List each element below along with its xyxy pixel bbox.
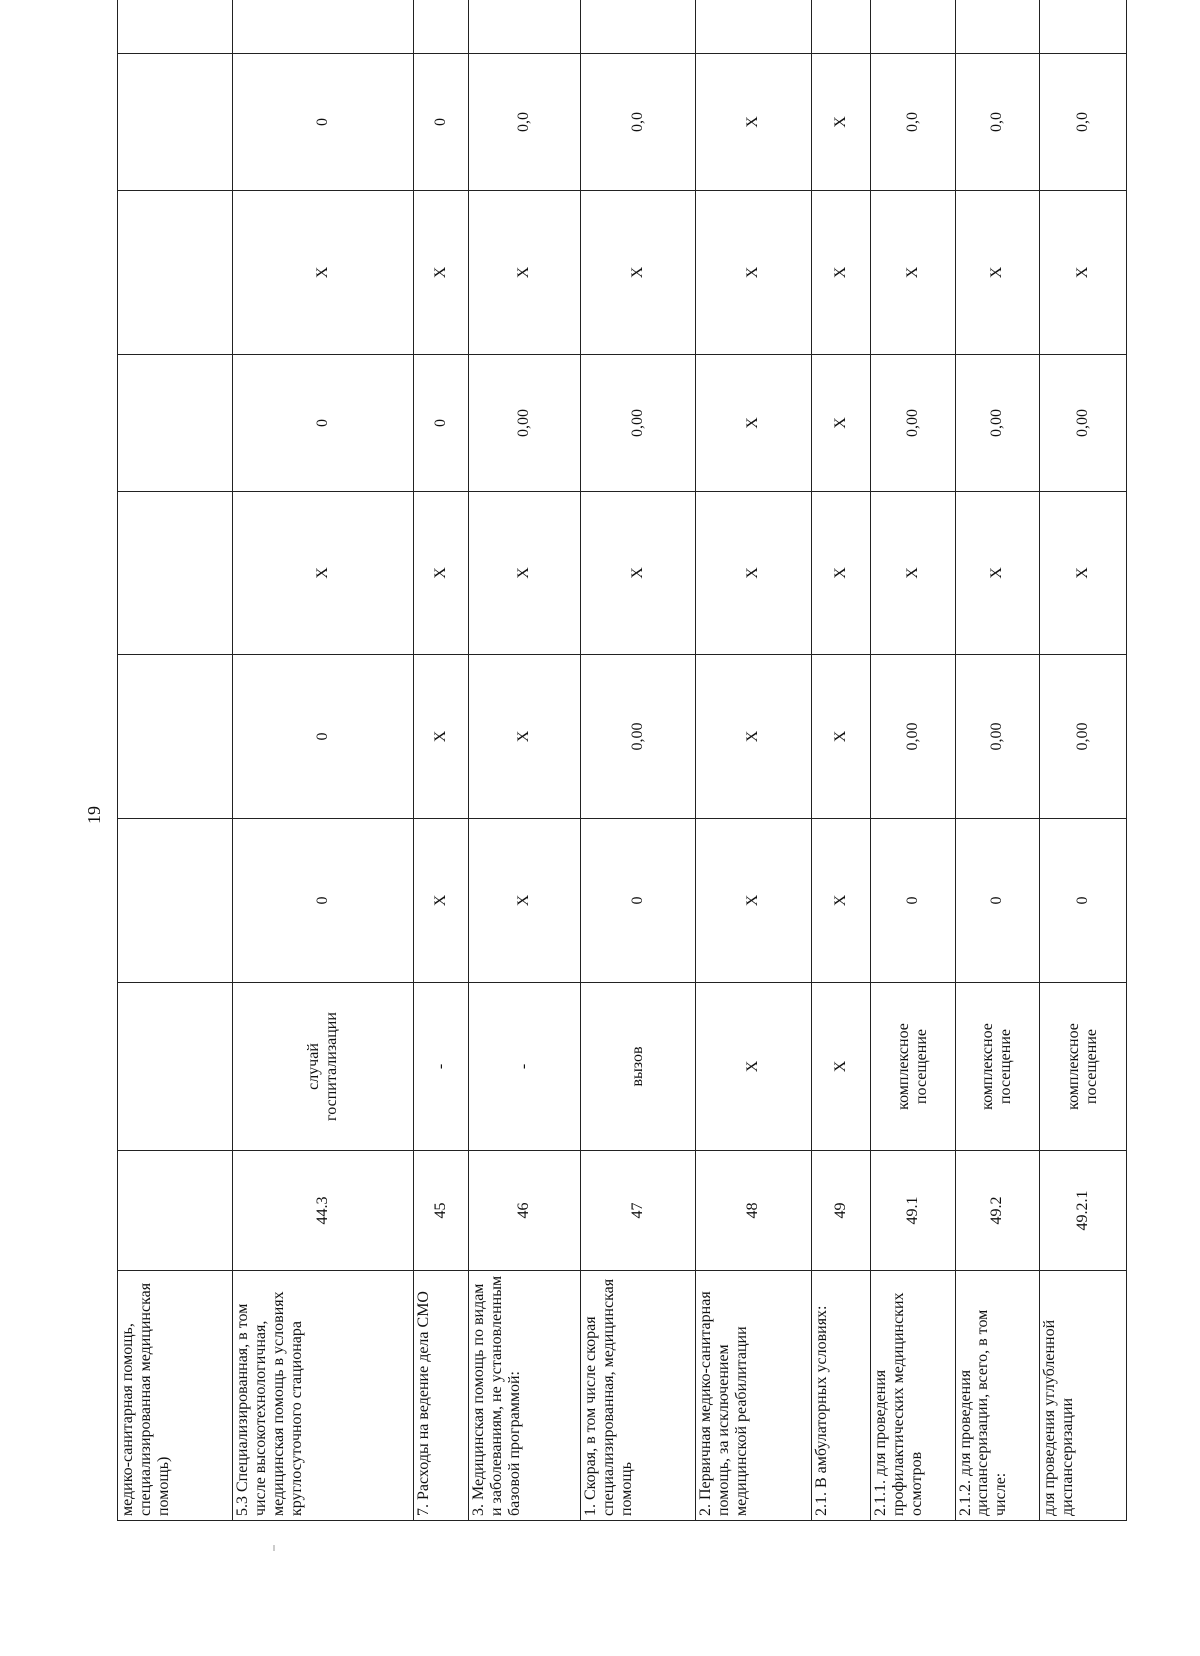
cell-name: 2.1.1. для проведения профилактических медицинских осмотров [871, 1271, 955, 1521]
cell-unit: комплексное посещение [871, 983, 955, 1151]
cell-c5: 0,00 [955, 655, 1039, 819]
cell-c10 [118, 0, 233, 54]
cell-c4 [118, 819, 233, 983]
cell-c4: 0 [955, 819, 1039, 983]
table-row [696, 0, 811, 1521]
cell-c6: X [871, 492, 955, 655]
cell-name: для проведения углубленной диспансеризации [1040, 1271, 1127, 1521]
cell-c9: 0,0 [580, 54, 695, 191]
cell-c9: 0,0 [468, 54, 580, 191]
cell-c7: 0,00 [1040, 355, 1127, 492]
cell-c5 [118, 655, 233, 819]
cell-c6: X [1040, 492, 1127, 655]
cell-name: 2. Первичная медико-санитарная помощь, за исключением медицинской реабилитации [696, 1271, 811, 1521]
cell-c5: X [811, 655, 870, 819]
cell-c9: 0,0 [1040, 54, 1127, 191]
cell-c9: 0 [233, 54, 414, 191]
cell-c8: X [955, 191, 1039, 355]
cell-code: 44.3 [233, 1151, 414, 1271]
cell-c9: 0,0 [955, 54, 1039, 191]
cell-c10 [871, 0, 955, 54]
cell-c5: X [468, 655, 580, 819]
table-row [118, 0, 233, 1521]
cell-c6: X [468, 492, 580, 655]
cell-c8: X [580, 191, 695, 355]
cell-unit: - [468, 983, 580, 1151]
cell-unit: комплексное посещение [1040, 983, 1127, 1151]
cell-c6 [118, 492, 233, 655]
cell-unit: комплексное посещение [955, 983, 1039, 1151]
cell-code: 48 [696, 1151, 811, 1271]
table-row [811, 0, 870, 1521]
cell-c4: X [468, 819, 580, 983]
cell-unit [118, 983, 233, 1151]
cell-c7: 0 [414, 355, 469, 492]
cell-name: 1. Скорая, в том числе скорая специализированная, медицинская помощь [580, 1271, 695, 1521]
cell-c9: 0,0 [871, 54, 955, 191]
table-row [233, 0, 414, 1521]
cell-code: 49 [811, 1151, 870, 1271]
cell-c7: 0,00 [871, 355, 955, 492]
cell-c5: 0,00 [1040, 655, 1127, 819]
cell-c5: X [414, 655, 469, 819]
cell-code: 49.2 [955, 1151, 1039, 1271]
cell-unit: случай госпитализации [233, 983, 414, 1151]
cell-c8: X [468, 191, 580, 355]
cell-c7: 0,00 [955, 355, 1039, 492]
cell-c6: X [580, 492, 695, 655]
cell-c5: 0 [233, 655, 414, 819]
cell-c8: X [233, 191, 414, 355]
cell-c8: X [1040, 191, 1127, 355]
cell-c7: 0,00 [580, 355, 695, 492]
cell-code: 49.2.1 [1040, 1151, 1127, 1271]
cell-c10 [414, 0, 469, 54]
cell-code: 47 [580, 1151, 695, 1271]
cell-c9: 0 [414, 54, 469, 191]
cell-c5: 0,00 [871, 655, 955, 819]
cell-c5: X [696, 655, 811, 819]
cell-unit: вызов [580, 983, 695, 1151]
cell-c10 [696, 0, 811, 54]
cell-name: медико-санитарная помощь, специализированная медицинская помощь) [118, 1271, 233, 1521]
cell-unit: X [811, 983, 870, 1151]
table-row [414, 0, 469, 1521]
table-row [955, 0, 1039, 1521]
cell-unit: - [414, 983, 469, 1151]
cell-unit: X [696, 983, 811, 1151]
cell-c10 [468, 0, 580, 54]
cell-c9: X [811, 54, 870, 191]
cell-c9 [118, 54, 233, 191]
cell-c6: X [811, 492, 870, 655]
cell-name: 3. Медицинская помощь по видам и заболеваниям, не установленным базовой программой: [468, 1271, 580, 1521]
cell-c10 [955, 0, 1039, 54]
cell-c6: X [233, 492, 414, 655]
cell-c10 [233, 0, 414, 54]
table-row [871, 0, 955, 1521]
page-number: 19 [84, 806, 104, 824]
cell-c4: 0 [233, 819, 414, 983]
cell-code [118, 1151, 233, 1271]
cell-c8: X [414, 191, 469, 355]
cell-c4: X [811, 819, 870, 983]
cell-name: 2.1. В амбулаторных условиях: [811, 1271, 870, 1521]
cell-c7 [118, 355, 233, 492]
cell-c9: X [696, 54, 811, 191]
cell-c7: X [811, 355, 870, 492]
cell-c4: X [414, 819, 469, 983]
cell-c6: X [696, 492, 811, 655]
table-row [580, 0, 695, 1521]
table-body [118, 0, 1127, 1521]
cell-code: 45 [414, 1151, 469, 1271]
cell-code: 46 [468, 1151, 580, 1271]
cell-code: 49.1 [871, 1151, 955, 1271]
cell-c10 [580, 0, 695, 54]
cell-c4: 0 [871, 819, 955, 983]
cell-c10 [811, 0, 870, 54]
cell-c8: X [871, 191, 955, 355]
table-container [117, 51, 1127, 1521]
cell-name: 2.1.2. для проведения диспансеризации, всего, в том числе: [955, 1271, 1039, 1521]
cell-c5: 0,00 [580, 655, 695, 819]
cell-c8: X [696, 191, 811, 355]
cell-c10 [1040, 0, 1127, 54]
cell-c8 [118, 191, 233, 355]
cell-c4: 0 [1040, 819, 1127, 983]
cell-c7: X [696, 355, 811, 492]
cell-name: 5.3 Специализированная, в том числе высокотехнологичная, медицинская помощь в условиях круглосуточного стационара [233, 1271, 414, 1521]
cell-c4: 0 [580, 819, 695, 983]
cell-c4: X [696, 819, 811, 983]
cell-c6: X [414, 492, 469, 655]
cell-c7: 0,00 [468, 355, 580, 492]
cell-c6: X [955, 492, 1039, 655]
table-row [1040, 0, 1127, 1521]
scan-mark [273, 1545, 275, 1551]
cell-name: 7. Расходы на ведение дела СМО [414, 1271, 469, 1521]
cell-c7: 0 [233, 355, 414, 492]
cell-c8: X [811, 191, 870, 355]
data-table [117, 0, 1127, 1521]
table-row [468, 0, 580, 1521]
